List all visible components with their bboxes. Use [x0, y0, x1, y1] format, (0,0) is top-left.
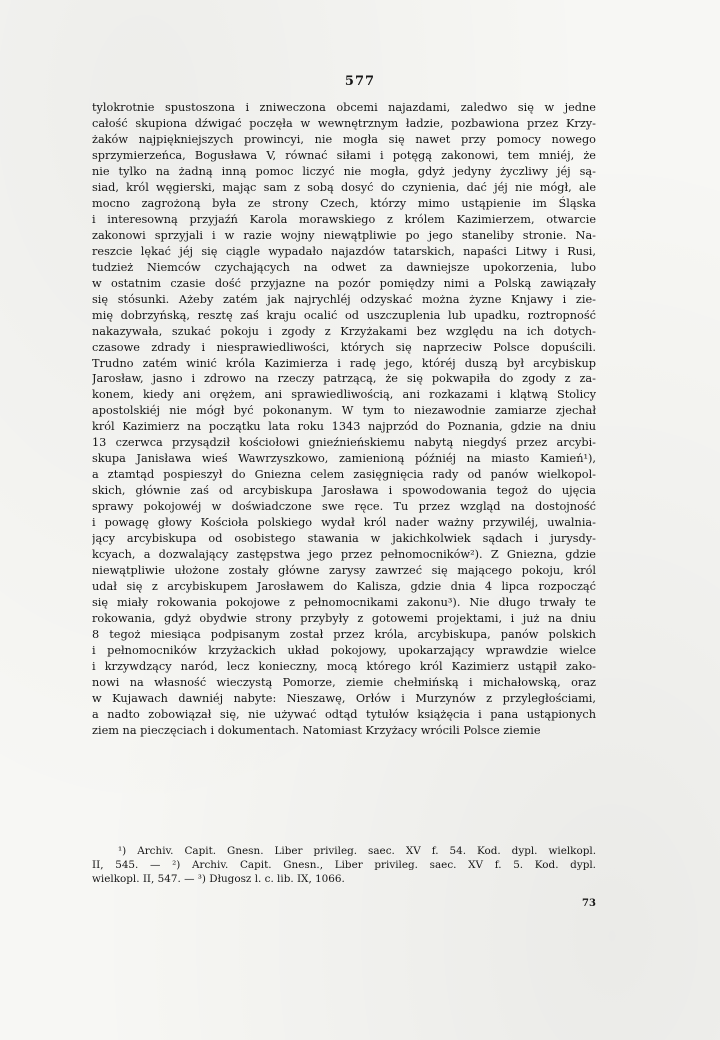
text-line: kcyach, a dozwalający zastępstwa jego przez pełnomocników²). Z Gniezna, gdzie [92, 548, 596, 562]
text-line: konem, kiedy ani orężem, ani sprawiedliwością, ani rozkazami i klątwą Stolicy [92, 388, 596, 402]
text-line: sprzymierzeńca, Bogusława V, równać siłami i potęgą zakonowi, tem mniéj, że [92, 148, 596, 162]
text-line: tudzież Niemców czychających na odwet za dawniejsze upokorzenia, lubo [92, 260, 596, 274]
text-line: reszcie lękać jéj się ciągle wypadało najazdów tatarskich, napaści Litwy i Rusi, [92, 244, 596, 258]
text-line: żaków najpiękniejszych prowincyi, nie mogła się nawet przy pomocy nowego [92, 132, 596, 146]
text-line: całość skupiona dźwigać poczęła w wewnętrznym ładzie, pozbawiona przez Krzy- [92, 116, 596, 130]
text-line: w ostatnim czasie dość przyjazne na pozór pomiędzy nimi a Polską zawiązały [92, 276, 596, 290]
text-line: się stósunki. Ażeby zatém jak najrychléj odzyskać można żyzne Knjawy i zie- [92, 292, 596, 306]
text-line: w Kujawach dawniéj nabyte: Nieszawę, Orłów i Murzynów z przyległościami, [92, 691, 596, 705]
footnotes [92, 844, 596, 887]
footnote-line: ¹) Archiv. Capit. Gnesn. Liber privileg. saec. XV f. 54. Kod. dypl. wielkopl. [118, 845, 596, 857]
signature-mark: 73 [582, 898, 596, 909]
text-line: siad, król węgierski, mając sam z sobą dosyć do czynienia, dać jéj nie mógł, ale [92, 180, 596, 194]
text-line: 13 czerwca przysądził kościołowi gnieźnieńskiemu nabytą niegdyś przez arcybi- [92, 436, 596, 450]
page-number: 577 [344, 74, 376, 89]
footnote-line: wielkopl. II, 547. — ³) Długosz l. c. lib. IX, 1066. [92, 873, 345, 886]
text-line: 8 tegoż miesiąca podpisanym został przez króla, arcybiskupa, panów polskich [92, 627, 596, 641]
text-line: niewątpliwie ułożone zostały główne zarysy zawrzeć się mającego pokoju, król [92, 564, 596, 578]
text-line: skich, głównie zaś od arcybiskupa Jarosława i spowodowania tegoż do ujęcia [92, 484, 596, 498]
text-line: rokowania, gdyż obydwie strony przybyły z gotowemi projektami, i już na dniu [92, 612, 596, 625]
text-line: ziem na pieczęciach i dokumentach. Natomiast Krzyżacy wrócili Polsce ziemie [92, 723, 541, 737]
text-line: zakonowi sprzyjali i w razie wojny niewątpliwie po jego staneliby stronie. Na- [92, 228, 596, 242]
text-line: sprawy pokojowéj w doświadczone swe ręce. Tu przez wzgląd na dostojność [92, 500, 596, 514]
text-line: król Kazimierz na początku lata roku 1343 najprzód do Poznania, gdzie na dniu [92, 420, 596, 434]
text-line: udał się z arcybiskupem Jarosławem do Kalisza, gdzie dnia 4 lipca rozpocząć [92, 580, 596, 594]
body-text [92, 100, 596, 739]
text-line: i krzywdzący naród, lecz konieczny, mocą którego król Kazimierz ustąpił zako- [92, 659, 596, 673]
text-line: Jarosław, jasno i zdrowo na rzeczy patrzącą, że się pokwapiła do zgody z za- [92, 372, 596, 386]
text-line: tylokrotnie spustoszona i zniweczona obcemi najazdami, zaledwo się w jedne [92, 101, 596, 114]
text-line: mocno zagrożoną była ze strony Czech, którzy mimo ustąpienie im Śląska [92, 196, 596, 210]
text-line: apostolskiéj nie mógł być pokonanym. W tym to niezawodnie zamiarze zjechał [92, 404, 596, 418]
text-line: nakazywała, szukać pokoju i zgody z Krzyżakami bez względu na ich dotych- [92, 324, 596, 338]
text-line: i pełnomocników krzyżackich układ pokojowy, upokarzający wprawdzie wielce [92, 643, 596, 657]
text-line: i powagę głowy Kościoła polskiego wydał król nader ważny przywiléj, uwalnia- [92, 516, 596, 530]
text-line: się miały rokowania pokojowe z pełnomocnikami zakonu³). Nie długo trwały te [92, 596, 596, 610]
text-line: mię dobrzyńską, resztę zaś kraju ocalić od uszczuplenia lub upadku, roztropność [92, 308, 596, 322]
text-line: Trudno zatém winić króla Kazimierza i radę jego, któréj duszą był arcybiskup [92, 356, 596, 370]
text-line: a ztamtąd pospieszył do Gniezna celem zasięgnięcia rady od panów wielkopol- [92, 468, 596, 482]
text-line: a nadto zobowiązał się, nie używać odtąd tytułów książęcia i pana ustąpionych [92, 707, 596, 721]
text-line: nie tylko na żadną inną pomoc liczyć nie mogła, gdyż jedyny życzliwy jéj są- [92, 164, 596, 178]
text-line: skupa Janisława wieś Wawrzyszkowo, zamienioną późniéj na miasto Kamień¹), [92, 452, 596, 466]
text-line: czasowe zdrady i niesprawiedliwości, których się naprzeciw Polsce dopuścili. [92, 340, 596, 354]
text-line: jący arcybiskupa od osobistego stawania w jakichkolwiek sądach i jurysdy- [92, 532, 596, 546]
footnote-line: II, 545. — ²) Archiv. Capit. Gnesn., Liber privileg. saec. XV f. 5. Kod. dypl. [92, 859, 596, 872]
text-line: i interesowną przyjaźń Karola morawskiego z królem Kazimierzem, otwarcie [92, 212, 596, 226]
text-line: nowi na własność wieczystą Pomorze, ziemie chełmińską i michałowską, oraz [92, 675, 596, 689]
